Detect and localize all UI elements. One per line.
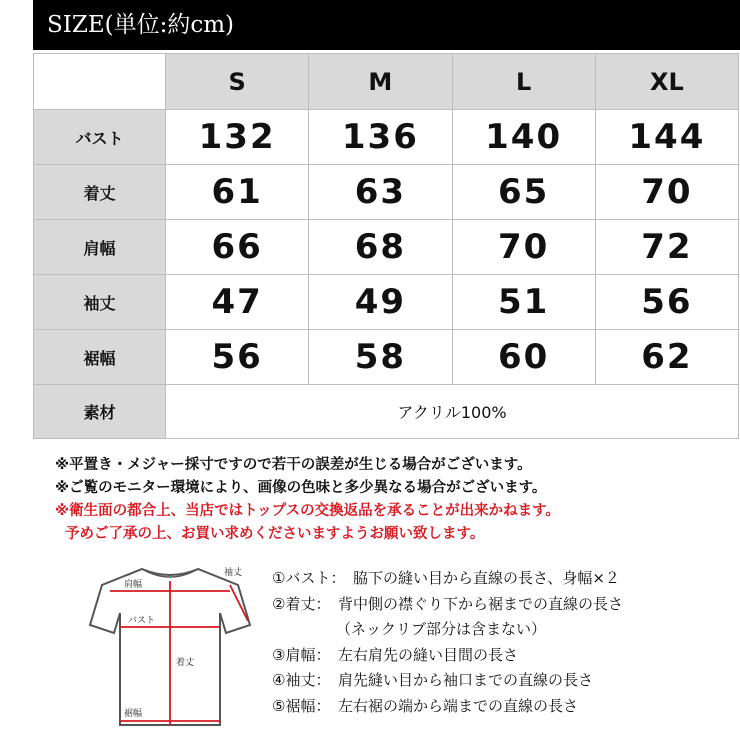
measurement-legend — [272, 566, 732, 719]
size-col-l: L — [452, 54, 595, 110]
shoulder-diagram-label: 肩幅 — [124, 580, 143, 590]
table-cell: 66 — [166, 220, 309, 275]
note-hygiene: ※衛生面の都合上、当店ではトップスの交換返品を承ることが出来かねます。 — [55, 503, 560, 519]
table-cell: 62 — [595, 330, 738, 385]
table-cell: 65 — [452, 165, 595, 220]
sleeve-diagram-label: 袖丈 — [224, 568, 243, 578]
material-label: 素材 — [34, 385, 166, 439]
table-cell: 49 — [309, 275, 452, 330]
notes — [55, 454, 735, 546]
length-row — [34, 165, 739, 220]
size-col-m: M — [309, 54, 452, 110]
legend-hem: ⑤裾幅： 左右裾の端から端までの直線の長さ — [272, 696, 578, 715]
note-acknowledge: 予めご了承の上、お買い求めくださいますようお願い致します。 — [65, 526, 485, 542]
legend-length: ②着丈： 背中側の襟ぐり下から裾までの直線の長さ — [272, 594, 623, 613]
table-cell: 70 — [452, 220, 595, 275]
table-cell: 132 — [166, 110, 309, 165]
row-label: 着丈 — [34, 165, 166, 220]
table-cell: 68 — [309, 220, 452, 275]
table-cell: 47 — [166, 275, 309, 330]
size-table — [33, 53, 739, 439]
hem-row — [34, 330, 739, 385]
table-cell: 136 — [309, 110, 452, 165]
table-cell: 63 — [309, 165, 452, 220]
row-label: 肩幅 — [34, 220, 166, 275]
table-cell: 56 — [595, 275, 738, 330]
note-measurement: ※平置き・メジャー採寸ですので若干の誤差が生じる場合がございます。 — [55, 457, 532, 473]
size-col-s: S — [166, 54, 309, 110]
legend-length-note: （ネックリブ部分は含まない） — [336, 620, 547, 638]
length-diagram-label: 着丈 — [176, 658, 195, 668]
row-label: バスト — [34, 110, 166, 165]
legend-sleeve: ④袖丈： 肩先縫い目から袖口までの直線の長さ — [272, 671, 593, 689]
table-cell: 56 — [166, 330, 309, 385]
size-col-xl: XL — [595, 54, 738, 110]
bust-diagram-label: バスト — [128, 616, 156, 626]
sleeve-row — [34, 275, 739, 330]
legend-bust: ①バスト： 脇下の縫い目から直線の長さ、身幅×２ — [272, 569, 620, 587]
size-header-row — [34, 54, 739, 110]
shoulder-row — [34, 220, 739, 275]
table-cell: 58 — [309, 330, 452, 385]
hem-diagram-label: 裾幅 — [124, 709, 143, 719]
bust-row — [34, 110, 739, 165]
table-cell: 60 — [452, 330, 595, 385]
material-row — [34, 385, 739, 439]
size-title: SIZE(単位:約cm) — [33, 0, 740, 50]
table-cell: 61 — [166, 165, 309, 220]
row-label: 袖丈 — [34, 275, 166, 330]
material-value: アクリル100% — [166, 385, 739, 439]
tshirt-diagram — [80, 555, 260, 735]
note-monitor: ※ご覧のモニター環境により、画像の色味と多少異なる場合がございます。 — [55, 480, 547, 496]
corner-cell — [34, 54, 166, 110]
table-cell: 144 — [595, 110, 738, 165]
table-cell: 70 — [595, 165, 738, 220]
table-cell: 140 — [452, 110, 595, 165]
table-cell: 72 — [595, 220, 738, 275]
table-cell: 51 — [452, 275, 595, 330]
row-label: 裾幅 — [34, 330, 166, 385]
legend-shoulder: ③肩幅： 左右肩先の縫い目間の長さ — [272, 645, 518, 664]
